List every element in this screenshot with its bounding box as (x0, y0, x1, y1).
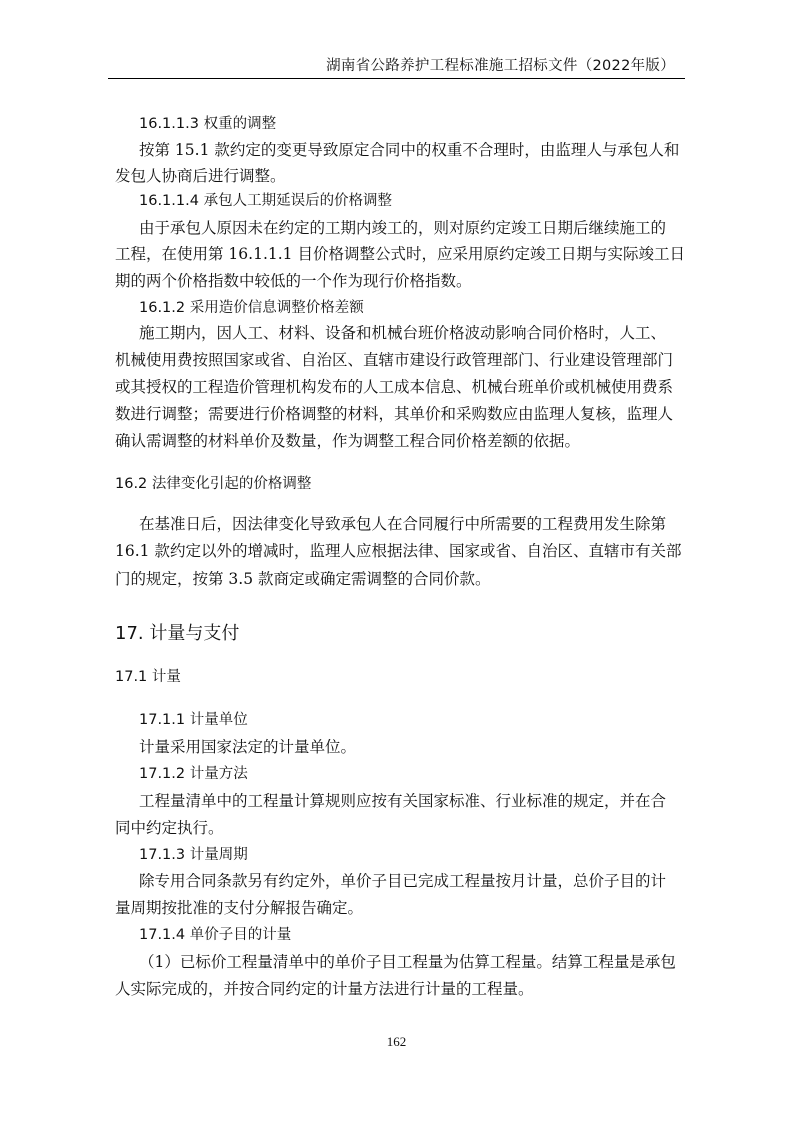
paragraph-line: 人实际完成的，并按合同约定的计量方法进行计量的工程量。 (115, 980, 534, 998)
paragraph-line: 工程量清单中的工程量计算规则应按有关国家标准、行业标准的规定，并在合 (139, 792, 667, 810)
heading-16-1-1-4: 16.1.1.4 承包人工期延误后的价格调整 (139, 193, 393, 209)
paragraph-line: 施工期内，因人工、材料、设备和机械台班价格波动影响合同价格时，人工、 (139, 324, 667, 342)
paragraph-line: 确认需调整的材料单价及数量，作为调整工程合同价格差额的依据。 (115, 432, 581, 450)
paragraph-line: 按第 15.1 款约定的变更导致原定合同中的权重不合理时，由监理人与承包人和 (139, 141, 680, 159)
paragraph-line: 在基准日后，因法律变化导致承包人在合同履行中所需要的工程费用发生除第 (139, 515, 667, 533)
paragraph-line: 期的两个价格指数中较低的一个作为现行价格指数。 (115, 272, 472, 290)
heading-17-1-1: 17.1.1 计量单位 (139, 712, 248, 728)
paragraph-line: 16.1 款约定以外的增减时，监理人应根据法律、国家或省、自治区、直辖市有关部 (115, 542, 682, 560)
paragraph-line: 计量采用国家法定的计量单位。 (139, 738, 357, 756)
paragraph-line: 数进行调整；需要进行价格调整的材料，其单价和采购数应由监理人复核，监理人 (115, 405, 674, 423)
paragraph-line: 工程，在使用第 16.1.1.1 目价格调整公式时，应采用原约定竣工日期与实际竣工日 (115, 245, 685, 263)
heading-16-1-2: 16.1.2 采用造价信息调整价格差额 (139, 300, 364, 316)
heading-17-1-3: 17.1.3 计量周期 (139, 847, 248, 863)
paragraph-line: 量周期按批准的支付分解报告确定。 (115, 899, 364, 917)
page-number: 162 (386, 1034, 407, 1049)
paragraph-line: 除专用合同条款另有约定外，单价子目已完成工程量按月计量，总价子目的计 (139, 872, 667, 890)
heading-16-2: 16.2 法律变化引起的价格调整 (115, 476, 312, 492)
paragraph-line: 或其授权的工程造价管理机构发布的人工成本信息、机械台班单价或机械使用费系 (115, 378, 674, 396)
paragraph-line: （1）已标价工程量清单中的单价子目工程量为估算工程量。结算工程量是承包 (139, 953, 676, 971)
heading-17-1-2: 17.1.2 计量方法 (139, 766, 248, 782)
paragraph-line: 由于承包人原因未在约定的工期内竣工的，则对原约定竣工日期后继续施工的 (139, 219, 667, 237)
chapter-heading-17: 17. 计量与支付 (115, 623, 240, 644)
paragraph-line: 门的规定，按第 3.5 款商定或确定需调整的合同价款。 (115, 570, 491, 588)
paragraph-line: 机械使用费按照国家或省、自治区、直辖市建设行政管理部门、行业建设管理部门 (115, 351, 674, 369)
header-divider (108, 78, 685, 79)
heading-17-1: 17.1 计量 (115, 669, 181, 685)
heading-16-1-1-3: 16.1.1.3 权重的调整 (139, 116, 277, 132)
heading-17-1-4: 17.1.4 单价子目的计量 (139, 927, 292, 943)
paragraph-line: 发包人协商后进行调整。 (115, 167, 286, 185)
document-header-title: 湖南省公路养护工程标准施工招标文件（2022年版） (326, 58, 675, 74)
paragraph-line: 同中约定执行。 (115, 819, 224, 837)
